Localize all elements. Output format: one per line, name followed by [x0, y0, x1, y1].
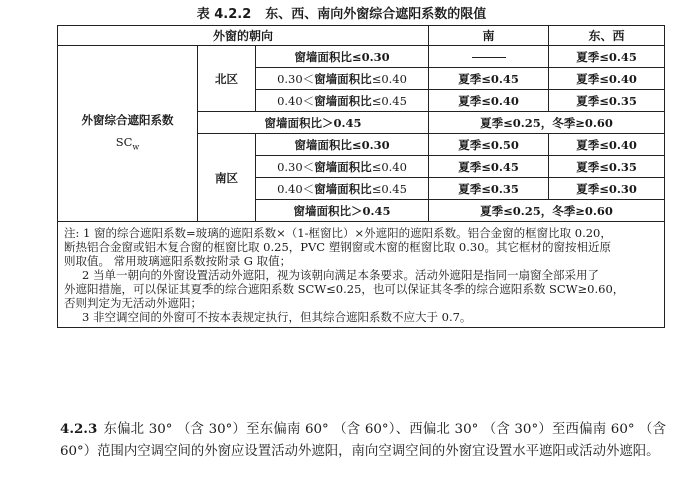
east-west-value-cell: 夏季≤0.30	[549, 178, 665, 200]
row-label-symbol-wrap	[58, 135, 197, 154]
row-label-cell	[58, 46, 198, 222]
header-east-west: 东、西	[549, 26, 665, 46]
condition-range-prefix: 0.30＜	[277, 159, 315, 174]
condition-cell	[256, 178, 429, 200]
note-2-line-3: 否则判定为无活动外遮阳；	[64, 296, 202, 310]
clause-text: 东偏北 30° （含 30°）至东偏南 60° （含 60°）、西偏北 30° （含 30°）至西偏南 60° （含 60°）范围内空调空间的外窗应设置活动外遮阳，南向空调空间的外窗宜设置水平遮阳或活动外遮阳。	[60, 422, 666, 459]
row-label: 外窗综合遮阳系数	[81, 112, 174, 127]
east-west-value-cell: 夏季≤0.40	[549, 68, 665, 90]
note-1-line-3: 则取值。 常用玻璃遮阳系数按附录 G 取值；	[64, 254, 292, 268]
clause-number: 4.2.3	[60, 421, 98, 437]
east-west-value-cell: 夏季≤0.45	[549, 46, 665, 68]
shading-coefficient-table	[57, 25, 665, 328]
east-west-value-cell: 夏季≤0.35	[549, 90, 665, 112]
condition-range-prefix: 0.40＜	[277, 93, 315, 108]
note-1-line-1: 注: 1 窗的综合遮阳系数=玻璃的遮阳系数×（1-框窗比）×外遮阳的遮阳系数。铝合金窗的框窗比取 0.20，	[64, 226, 612, 240]
condition-range-core: 窗墙面积比	[314, 71, 372, 86]
header-south: 南	[429, 26, 549, 46]
condition-range-suffix: ≤0.45	[371, 181, 407, 196]
row-label-symbol: SC	[115, 134, 133, 149]
condition-range-suffix: ≤0.45	[371, 93, 407, 108]
note-1-line-2: 断热铝合金窗或铝木复合窗的框窗比取 0.25，PVC 塑钢窗或木窗的框窗比取 0.30。其它框材的窗按相近原	[64, 240, 612, 254]
east-west-value-cell: 夏季≤0.35	[549, 156, 665, 178]
note-2-line-1: 2 当单一朝向的外窗设置活动外遮阳，视为该朝向满足本条要求。活动外遮阳是指同一扇窗全部采用了	[82, 268, 599, 282]
table-caption	[0, 3, 683, 22]
south-value-cell: 夏季≤0.50	[429, 134, 549, 156]
merged-value-cell: 夏季≤0.25，冬季≥0.60	[429, 200, 665, 222]
south-value-cell: 夏季≤0.35	[429, 178, 549, 200]
condition-cell	[256, 156, 429, 178]
condition-range-suffix: ≤0.40	[371, 71, 407, 86]
condition-range-core: 窗墙面积比	[314, 93, 372, 108]
condition-range-core: 窗墙面积比	[314, 159, 372, 174]
table-number: 表 4.2.2	[196, 7, 252, 22]
merged-value-cell: 夏季≤0.25，冬季≥0.60	[429, 112, 665, 134]
condition-range-suffix: ≤0.40	[371, 159, 407, 174]
table-notes	[58, 222, 665, 328]
note-3: 3 非空调空间的外窗可不按本表规定执行，但其综合遮阳系数不应大于 0.7。	[82, 310, 472, 324]
empty-value-dash	[472, 57, 506, 58]
note-2-line-2: 外遮阳措施，可以保证其夏季的综合遮阳系数 SCW≤0.25，也可以保证其冬季的综合遮阳系数 SCW≥0.60，	[64, 282, 625, 296]
east-west-value-cell: 夏季≤0.40	[549, 134, 665, 156]
header-orientation: 外窗的朝向	[58, 26, 429, 46]
table-row	[58, 46, 665, 68]
south-value-cell: 夏季≤0.40	[429, 90, 549, 112]
condition-cell	[256, 90, 429, 112]
condition-range-prefix: 0.30＜	[277, 71, 315, 86]
notes-row	[58, 222, 665, 328]
row-label-subscript: w	[132, 142, 140, 152]
zone-north: 北区	[198, 46, 256, 112]
condition-cell: 窗墙面积比＞0.45	[256, 200, 429, 222]
south-value-cell	[429, 46, 549, 68]
table-title: 东、西、南向外窗综合遮阳系数的限值	[265, 7, 487, 22]
table-header-row	[58, 26, 665, 46]
condition-cell	[256, 68, 429, 90]
condition-cell: 窗墙面积比≤0.30	[256, 134, 429, 156]
clause-4-2-3	[60, 419, 666, 462]
condition-cell: 窗墙面积比≤0.30	[256, 46, 429, 68]
condition-range-prefix: 0.40＜	[277, 181, 315, 196]
south-value-cell: 夏季≤0.45	[429, 68, 549, 90]
condition-range-core: 窗墙面积比	[314, 181, 372, 196]
condition-cell: 窗墙面积比＞0.45	[198, 112, 429, 134]
zone-south: 南区	[198, 134, 256, 222]
south-value-cell: 夏季≤0.45	[429, 156, 549, 178]
